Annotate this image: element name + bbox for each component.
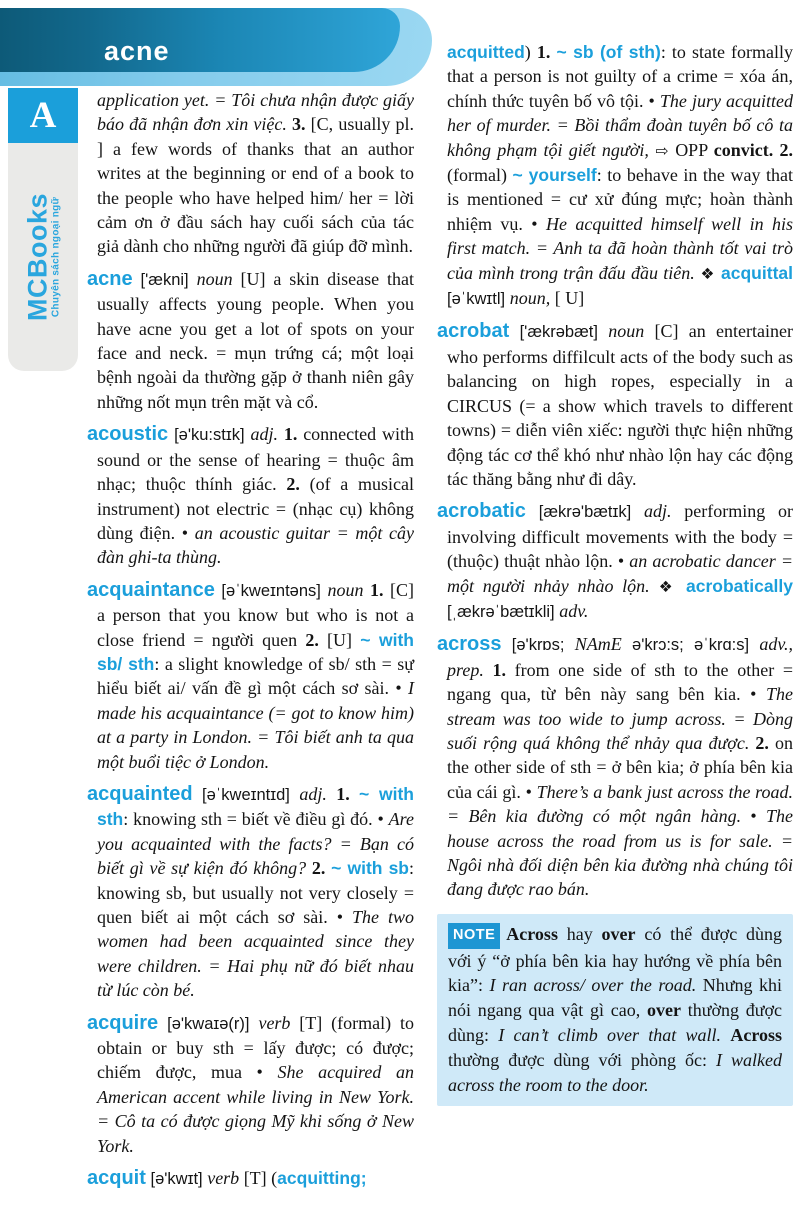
text-segment: : to state formally that a person is not guilty of a crime = xóa án, chính thức tuyên bố vô tội. • bbox=[447, 42, 794, 111]
text-segment: ~ with sb/ sth bbox=[97, 629, 414, 674]
text-segment: 1. bbox=[336, 783, 360, 804]
text-segment: OPP bbox=[675, 139, 714, 160]
phonetic-transcription: [ə'ku:stɪk] bbox=[168, 426, 251, 445]
headword: acrobat bbox=[437, 320, 510, 343]
text-segment: thường được dùng với phòng ốc: bbox=[448, 1049, 717, 1070]
entry-acoustic bbox=[87, 422, 414, 569]
sidebar-brand-panel bbox=[8, 143, 78, 371]
headword: acne bbox=[87, 267, 133, 290]
text-segment: application yet. = Tôi chưa nhận được giấy báo đã nhận đơn xin việc. bbox=[97, 90, 414, 135]
text-segment: NAmE bbox=[574, 634, 622, 655]
text-segment: She acquired an American accent while living in New York. = Cô ta có được giọng Mỹ khi sống ở New York. bbox=[97, 1062, 414, 1156]
text-segment: I can’t climb over that wall. bbox=[498, 1025, 722, 1045]
text-segment: 3. bbox=[292, 114, 306, 135]
note-badge: NOTE bbox=[448, 923, 500, 949]
guide-word: acne bbox=[104, 36, 170, 66]
text-segment: [U] a skin disease that usually affects young people. When you have acne you get a lot of spots on your face and neck. = mụn trứng cá; một loại bệnh ngoài da thường gặp ở thanh niên gây những nốt mụn trên mặt và cổ. bbox=[97, 268, 414, 412]
text-segment: acrobatically bbox=[686, 575, 794, 596]
text-segment: The stream was too wide to jump across. = Dòng suối rộng quá không thể nhảy qua được. bbox=[447, 684, 793, 753]
text-segment: [ U] bbox=[550, 288, 585, 309]
text-segment: acquittal bbox=[721, 262, 793, 283]
text-segment: 1. bbox=[536, 42, 557, 62]
text-segment: noun bbox=[196, 268, 233, 289]
text-segment: 1. bbox=[370, 579, 384, 600]
brand-rotated-text bbox=[24, 193, 63, 321]
phonetic-transcription: ə'krɔ:s; əˈkrɑ:s] bbox=[621, 636, 760, 655]
phonetic-transcription: [ˌækrəˈbætɪkli] bbox=[447, 602, 560, 621]
text-segment: The two women had been acquainted since they were children. = Hai phụ nữ đó biết nhau từ lúc còn bé. bbox=[97, 907, 414, 1001]
text-segment: There’s a bank just across the road. = Bên kia đường có một ngân hàng. bbox=[447, 781, 793, 827]
header-dark-band bbox=[0, 8, 400, 72]
brand-name: MCBooks bbox=[22, 192, 53, 322]
text-segment: over bbox=[601, 923, 636, 944]
text-segment: có thể được dùng với ý “ở phía bên kia hay hướng về phía bên kia”: bbox=[448, 923, 782, 996]
phonetic-transcription: [ə'kwaɪə(r)] bbox=[158, 1014, 259, 1033]
text-segment: I ran across/ over the road. bbox=[489, 975, 697, 996]
headword: acoustic bbox=[87, 423, 169, 446]
text-segment: noun bbox=[608, 321, 645, 342]
text-segment: an acrobatic dancer = một người nhảy nhào lộn. bbox=[447, 551, 793, 596]
text-segment: acquitting; bbox=[277, 1168, 367, 1189]
entry-acquaintance bbox=[87, 578, 414, 774]
text-segment: [T] ( bbox=[239, 1168, 278, 1189]
entry-across bbox=[437, 632, 793, 901]
text-segment: ) bbox=[524, 42, 537, 62]
text-segment bbox=[721, 1025, 730, 1045]
entry-acrobat bbox=[437, 319, 793, 491]
text-segment: : knowing sth = biết về điều gì đó. • bbox=[123, 809, 389, 830]
text-segment: performing or involving difficult movements with the body = (thuộc) thuật nhào lộn. • bbox=[447, 501, 793, 572]
headword: acquit bbox=[87, 1167, 146, 1190]
headword: acquire bbox=[87, 1011, 159, 1034]
phonetic-transcription: [ə'kwɪt] bbox=[145, 1170, 208, 1189]
text-segment: adj. bbox=[250, 424, 284, 445]
entry-acquainted bbox=[87, 782, 414, 1003]
text-segment: 1. bbox=[492, 659, 506, 680]
text-segment: Across bbox=[730, 1025, 782, 1045]
headword: acrobatic bbox=[437, 500, 526, 523]
text-segment: The jury acquitted her of murder. = Bồi thẩm đoàn tuyên bố cô ta không phạm tội giết người, bbox=[447, 90, 794, 160]
text-segment: Are you acquainted with the facts? = Bạn có biết gì về sự kiện đó không? bbox=[97, 809, 414, 879]
text-segment: (of a musical instrument) not electric = (nhạc cụ) không dùng điện. • bbox=[97, 474, 414, 543]
brand-tagline: Chuyên sách ngoại ngữ bbox=[50, 196, 62, 318]
right-column bbox=[437, 40, 793, 1114]
headword: across bbox=[437, 633, 502, 656]
text-segment: : a slight knowledge of sb/ sth = sự hiểu biết ai/ vấn đề gì một cách sơ sài. • bbox=[97, 653, 414, 699]
phonetic-transcription: [əˈkweɪntəns] bbox=[214, 581, 328, 600]
text-segment: [C, usually pl. ] a few words of thanks that an author writes at the beginning or end of a book to the people who have helped him/ her = lời cảm ơn ở đầu sách hay cuối sách của tác giả dành cho những người đã giúp đỡ mình. bbox=[97, 114, 414, 257]
sidebar-letter-tab: A bbox=[8, 88, 78, 143]
text-segment: Nhưng khi nói ngang qua vật gì cao, bbox=[448, 975, 782, 1021]
text-segment: (formal) bbox=[447, 165, 513, 186]
text-segment: 2. bbox=[305, 629, 319, 650]
entry-acrobatic bbox=[437, 499, 793, 624]
phonetic-transcription: [ækrə'bætɪk] bbox=[525, 503, 645, 522]
text-segment: : knowing sb, but usually not very closely = quen biết ai một cách sơ sài. • bbox=[97, 858, 415, 927]
text-segment: ~ with sth bbox=[97, 783, 414, 830]
text-segment: thường được dùng: bbox=[448, 1000, 782, 1045]
phonetic-transcription: ['ækni] bbox=[132, 270, 197, 289]
phonetic-transcription: [əˈkwɪtl] bbox=[447, 290, 510, 309]
text-segment: convict. 2. bbox=[713, 139, 794, 160]
text-segment: He acquitted himself well in his first match. = Anh ta đã hoàn thành tốt vai trò của mình trong trận đấu đầu tiên. bbox=[447, 213, 793, 283]
entry-acquit bbox=[87, 1166, 414, 1191]
entry-continuation bbox=[87, 88, 414, 259]
text-segment: 2. bbox=[311, 858, 332, 879]
text-segment: verb bbox=[207, 1168, 240, 1189]
text-segment: Across bbox=[506, 923, 558, 944]
text-segment: adv., prep. bbox=[447, 634, 793, 680]
entry-acne bbox=[87, 267, 414, 414]
text-segment: connected with sound or the sense of hearing = thuộc âm nhạc; thuộc thính giác. bbox=[97, 424, 414, 495]
text-segment: [U] bbox=[318, 629, 361, 650]
entry-acquire bbox=[87, 1011, 414, 1158]
text-segment: 2. bbox=[286, 474, 300, 495]
phonetic-transcription: [əˈkweɪntɪd] bbox=[192, 785, 300, 804]
text-segment: ⇨ bbox=[648, 141, 676, 160]
text-segment: hay bbox=[557, 923, 602, 944]
text-segment: over bbox=[646, 1000, 681, 1021]
text-segment: 1. bbox=[283, 424, 298, 445]
text-segment: The house across the road from us is for sale. = Ngôi nhà đối diện bên kia đường nhà chúng tôi đang được rao bán. bbox=[447, 806, 793, 900]
text-segment: 2. bbox=[755, 732, 769, 753]
text-segment: noun bbox=[327, 579, 370, 600]
headword: acquaintance bbox=[87, 578, 215, 601]
text-segment: adv. bbox=[559, 600, 589, 621]
text-segment: : to behave in the way that is mentioned = cư xử đúng mực; hoàn thành nhiệm vụ. • bbox=[447, 165, 793, 234]
phonetic-transcription: ['ækrəbæt] bbox=[509, 323, 609, 342]
headword: acquainted bbox=[87, 782, 193, 805]
left-column bbox=[87, 88, 414, 1199]
text-segment: [C] an entertainer who performs diffilcult acts of the body such as balancing on high ropes, especially in a CIRCUS (= a show which travels to different towns) = diễn viên xiếc: người thực hiện những động tác cơ thể khó như nhào lộn hay các động tác thăng bằng như đi dây. bbox=[447, 321, 793, 489]
text-segment: adj. bbox=[299, 783, 337, 804]
text-segment: on the other side of sth = ở bên kia; ở phía bên kia của cái gì. • bbox=[447, 732, 793, 802]
entry-acquit-continuation bbox=[437, 40, 793, 311]
text-segment: [T] (formal) to obtain or buy sth = lấy được; có được; chiếm được, mua • bbox=[97, 1012, 415, 1083]
text-segment: [C] a person that you know but who is not a close friend = người quen bbox=[97, 579, 415, 650]
text-segment: verb bbox=[258, 1012, 291, 1033]
text-segment: ❖ bbox=[649, 577, 687, 596]
text-segment: ~ sb (of sth) bbox=[556, 42, 661, 62]
usage-note bbox=[437, 914, 793, 1107]
text-segment: noun, bbox=[509, 288, 551, 309]
text-segment: ~ yourself bbox=[512, 165, 597, 186]
text-segment: ~ with sb bbox=[331, 858, 410, 879]
text-segment: from one side of sth to the other = ngang qua, từ bên này sang bên kia. • bbox=[447, 659, 793, 705]
text-segment: I made his acquaintance (= got to know him) at a party in London. = Tôi biết anh ta qua một buổi tiệc ở London. bbox=[97, 678, 414, 772]
text-segment: I walked across the room to the door. bbox=[448, 1049, 782, 1095]
text-segment: ❖ bbox=[694, 264, 722, 283]
phonetic-transcription: [ə'krɒs; bbox=[501, 636, 575, 655]
text-segment: adj. bbox=[644, 501, 672, 522]
text-segment: acquitted bbox=[447, 42, 525, 62]
text-segment: an acoustic guitar = một cây đàn ghi-ta thùng. bbox=[97, 522, 414, 568]
text-segment: • bbox=[741, 806, 766, 827]
